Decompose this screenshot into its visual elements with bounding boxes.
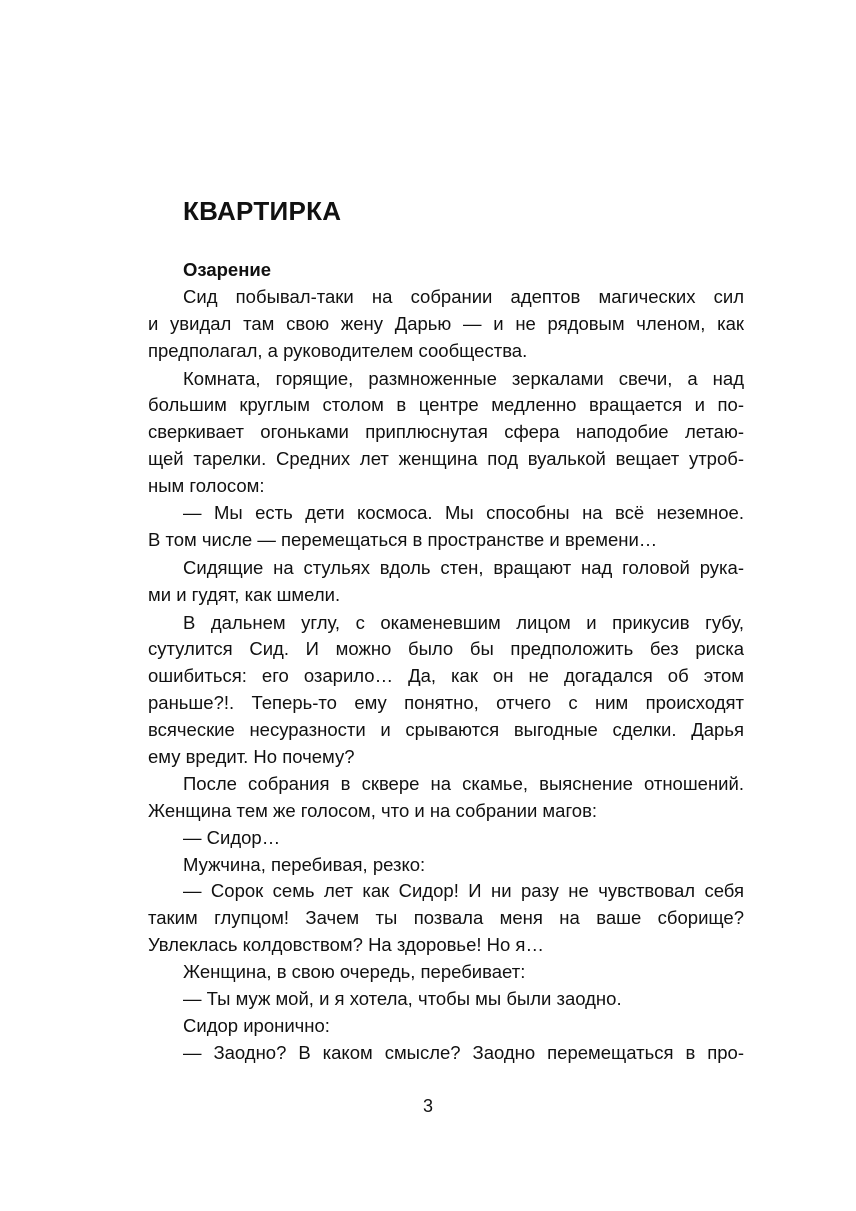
chapter-title: КВАРТИРКА	[183, 196, 342, 226]
text-line: Женщина, в свою очередь, перебивает:	[183, 961, 526, 983]
text-line: сверкивает огоньками приплюснутая сфера наподобие летаю-	[148, 421, 744, 443]
text-line: сутулится Сид. И можно было бы предположить без риска	[148, 638, 744, 660]
text-line: После собрания в сквере на скамье, выяснение отношений.	[183, 772, 744, 794]
text-line: — Ты муж мой, и я хотела, чтобы мы были заодно.	[183, 988, 622, 1010]
text-line: В дальнем углу, с окаменевшим лицом и прикусив губу,	[183, 611, 744, 633]
text-line: ным голосом:	[148, 475, 265, 497]
text-line: Мужчина, перебивая, резко:	[183, 853, 426, 875]
text-line: Увлеклась колдовством? На здоровье! Но я…	[148, 934, 544, 956]
text-line: щей тарелки. Средних лет женщина под вуалькой вещает утроб-	[148, 448, 744, 470]
text-line: Комната, горящие, размноженные зеркалами свечи, а над	[183, 367, 744, 389]
text-line: предполагал, а руководителем сообщества.	[148, 339, 528, 361]
text-line: раньше?!. Теперь-то ему понятно, отчего с ним происходят	[148, 692, 744, 714]
text-line: таким глупцом! Зачем ты позвала меня на ваше сборище?	[148, 907, 744, 929]
text-line: Сид побывал-таки на собрании адептов магических сил	[183, 285, 744, 307]
text-line: всяческие несуразности и срываются выгодные сделки. Дарья	[148, 719, 744, 741]
text-line: — Сидор…	[183, 826, 281, 848]
text-line: — Сорок семь лет как Сидор! И ни разу не чувствовал себя	[183, 880, 744, 902]
text-line: Сидор иронично:	[183, 1014, 330, 1036]
text-line: и увидал там свою жену Дарью — и не рядовым членом, как	[148, 312, 744, 334]
text-line: ошибиться: его озарило… Да, как он не догадался об этом	[148, 665, 744, 687]
text-line: ему вредит. Но почему?	[148, 746, 355, 768]
text-line: В том числе — перемещаться в пространстве и времени…	[148, 528, 658, 550]
page-body	[148, 257, 744, 1067]
text-line: Сидящие на стульях вдоль стен, вращают над головой рука-	[183, 556, 744, 578]
text-line: — Заодно? В каком смысле? Заодно перемещаться в про-	[183, 1041, 744, 1063]
text-line: большим круглым столом в центре медленно вращается и по-	[148, 394, 744, 416]
text-line: Женщина тем же голосом, что и на собрании магов:	[148, 799, 598, 821]
section-title: Озарение	[183, 259, 272, 280]
text-line: ми и гудят, как шмели.	[148, 583, 341, 605]
page-number: 3	[422, 1096, 433, 1116]
text-line: — Мы есть дети космоса. Мы способны на всё неземное.	[183, 502, 744, 524]
